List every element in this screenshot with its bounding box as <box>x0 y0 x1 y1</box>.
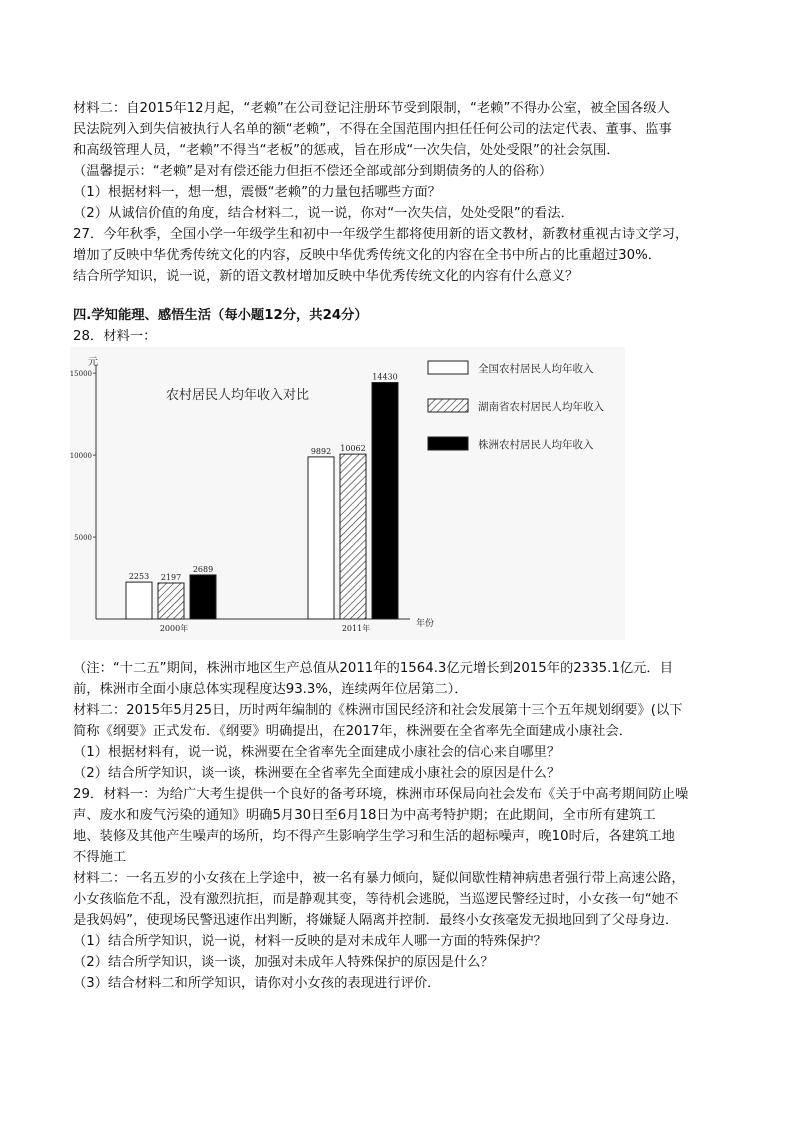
question-28-label: 28．材料一： <box>73 329 157 344</box>
question-28-2: （2）结合所学知识，谈一谈，株洲要在全省率先全面建成小康社会的原因是什么？ <box>73 766 561 781</box>
question-27-line-1: 27．今年秋季，全国小学一年级学生和初中一年级学生都将使用新的语文教材，新教材重视古诗文学习， <box>73 227 689 242</box>
question-29-3: （3）结合材料二和所学知识，请你对小女孩的表现进行评价． <box>73 976 441 991</box>
q29-material1-line-1: 29．材料一：为给广大考生提供一个良好的备考环境，株洲市环保局向社会发布《关于中高考期间防止噪 <box>73 787 689 802</box>
income-bar-chart <box>70 347 625 640</box>
material2-line-1: 材料二：自2015年12月起，“老赖”在公司登记注册环节受到限制，“老赖”不得办公室，被全国各级人 <box>73 101 670 116</box>
question-29-2: （2）结合所学知识，谈一谈，加强对未成年人特殊保护的原因是什么？ <box>73 955 494 970</box>
bar-data-label: 14430 <box>372 372 398 382</box>
q29-material2-line-2: 小女孩临危不乱，没有激烈抗拒，而是静观其变，等待机会逃脱，当巡逻民警经过时，小女孩一句“她不 <box>73 892 679 907</box>
bar <box>190 575 216 619</box>
question-27-line-3: 结合所学知识，说一说，新的语文教材增加反映中华优秀传统文化的内容有什么意义？ <box>73 269 579 284</box>
legend-label: 株洲农村居民人均年收入 <box>478 439 594 451</box>
q29-material2-line-3: 是我妈妈”，使现场民警迅速作出判断，将嫌疑人隔离并控制．最终小女孩毫发无损地回到了父母身边． <box>73 913 679 928</box>
q29-material2-line-1: 材料二：一名五岁的小女孩在上学途中，被一名有暴力倾向，疑似间歇性精神病患者强行带上高速公路， <box>73 871 685 886</box>
note-line-1: （注：“十二五”期间，株洲市地区生产总值从2011年的1564.3亿元增长到2015年的2335.1亿元．目 <box>73 661 674 676</box>
question-29-1: （1）结合所学知识，说一说，材料一反映的是对未成年人哪一方面的特殊保护？ <box>73 934 547 949</box>
q29-material1-line-4: 不得施工 <box>73 850 127 865</box>
material2-line-2: 民法院列入到失信被执行人名单的额“老赖”，不得在全国范围内担任任何公司的法定代表、董事、监事 <box>73 122 672 137</box>
q28-material2-line-1: 材料二：2015年5月25日，历时两年编制的《株洲市国民经济和社会发展第十三个五年规划纲要》(以下 <box>73 703 683 718</box>
bar <box>340 454 366 619</box>
question-26-1: （1）根据材料一，想一想，震慑“老赖”的力量包括哪些方面？ <box>73 185 441 200</box>
question-27-line-2: 增加了反映中华优秀传统文化的内容，反映中华优秀传统文化的内容在全书中所占的比重超过30%． <box>73 248 662 263</box>
x-category-label: 2000年 <box>159 624 189 633</box>
q29-material1-line-2: 声、废水和废气污染的通知》明确5月30日至6月18日为中高考特护期；在此期间，全市所有建筑工 <box>73 808 656 823</box>
x-axis-label: 年份 <box>416 619 435 629</box>
bar-data-label: 2689 <box>192 564 214 574</box>
bar-data-label: 2197 <box>160 572 182 582</box>
y-tick-label: 15000 <box>70 370 92 379</box>
q29-material1-line-3: 地、装修及其他产生噪声的场所，均不得产生影响学生学习和生活的超标噪声，晚10时后，各建筑工地 <box>73 829 675 844</box>
legend-swatch <box>428 399 468 412</box>
note-line-2: 前，株洲市全面小康总体实现程度达93.3%，连续两年位居第二）． <box>73 682 468 697</box>
bar <box>158 583 184 619</box>
x-category-label: 2011年 <box>341 624 371 633</box>
question-26-2: （2）从诚信价值的角度，结合材料二，说一说，你对“一次失信，处处受限”的看法． <box>73 206 574 221</box>
legend-label: 全国农村居民人均年收入 <box>478 363 594 375</box>
section-4-title: 四.学知能理、感悟生活（每小题12分，共24分） <box>73 308 368 323</box>
chart-canvas <box>70 347 625 640</box>
legend-label: 湖南省农村居民人均年收入 <box>478 401 604 413</box>
q28-material2-line-2: 简称《纲要》正式发布．《纲要》明确提出，在2017年，株洲要在全省率先全面建成小康社会． <box>73 724 633 739</box>
bar-data-label: 9892 <box>310 446 332 456</box>
bar <box>308 457 334 619</box>
warm-tip: （温馨提示：“老赖”是对有偿还能力但拒不偿还全部或部分到期债务的人的俗称） <box>73 164 553 179</box>
bar-data-label: 2253 <box>128 572 150 582</box>
question-28-1: （1）根据材料有，说一说，株洲要在全省率先全面建成小康社会的信心来自哪里？ <box>73 745 561 760</box>
bar <box>372 383 398 619</box>
y-tick-label: 5000 <box>74 534 92 543</box>
chart-title: 农村居民人均年收入对比 <box>166 388 310 403</box>
legend-swatch <box>428 437 468 450</box>
y-axis-label: 元 <box>88 357 98 368</box>
bar-data-label: 10062 <box>340 444 366 454</box>
bar <box>126 582 152 619</box>
y-tick-label: 10000 <box>70 452 92 461</box>
material2-line-3: 和高级管理人员，“老赖”不得当“老板”的惩戒，旨在形成“一次失信，处处受限”的社会氛围． <box>73 143 620 158</box>
legend-swatch <box>428 361 468 374</box>
